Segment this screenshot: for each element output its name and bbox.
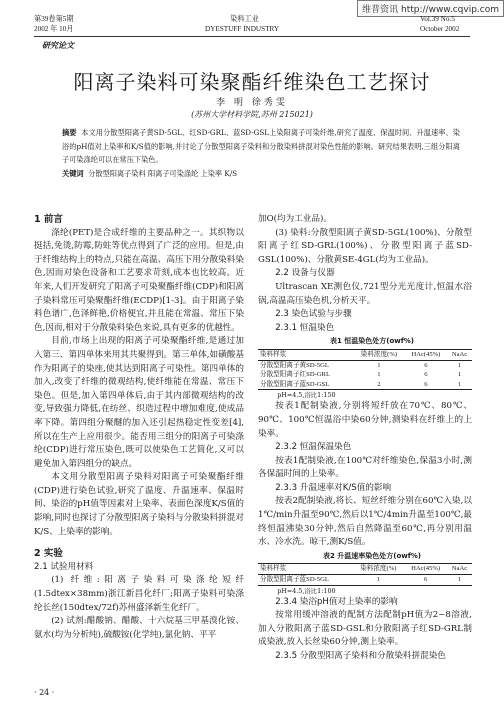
paragraph: (1) 纤维:阳离子染料可染涤纶短纤(1.5dtex×38mm)浙江新昌化纤厂;阳离子染料可染涤纶长丝(150dtex/72f)苏州盛泽新生化纤厂。	[34, 575, 244, 613]
paragraph: 按表1配制染液,分别将短纤放在70℃、80℃、90℃、100℃恒温浴中染60分钟,测染料在纤维上的上染率。	[258, 401, 472, 439]
table-header-cell: 染料浓度(%)	[360, 350, 398, 358]
abstract-label: 摘要	[62, 128, 77, 137]
paragraph: 按表1配制染液,在100℃对纤维染色,保温3小时,测各保温时间的上染率。	[258, 455, 472, 480]
table-note: pH=4.5,浴比1:150	[277, 391, 336, 400]
subsection-heading: 2.1 试验用材料	[34, 561, 94, 572]
left-column	[34, 213, 244, 642]
data-table	[258, 349, 472, 390]
header-date-cn: 2002 年 10月	[34, 25, 74, 33]
table-cell: 1	[377, 361, 381, 369]
table-header-cell: 染料样浆	[260, 565, 287, 573]
header-volume-en: Vol.39 No.5	[420, 15, 455, 23]
page-number: · 24 ·	[34, 688, 55, 697]
table-header-cell: 染料浓度(%)	[360, 565, 397, 573]
subsection-heading: 2.3.5 分散型阳离子染料和分散染料拼混染色	[275, 651, 446, 661]
table-caption: 表1 恒温染色处方(owf%)	[329, 337, 415, 346]
subsection-heading: 2.3 染色试验与步骤	[275, 309, 352, 320]
table-cell: 1	[376, 576, 380, 584]
table-cell: 分散型阳离子蓝SD-5GL	[260, 576, 329, 584]
header-rule	[34, 36, 470, 37]
table-header-cell: NaAc	[451, 350, 468, 358]
data-table	[258, 563, 472, 585]
subsection-heading: 2.3.2 恒温保温染色	[275, 442, 352, 453]
table-row	[258, 380, 472, 390]
affiliation: (苏州大学材料学院,苏州 215021)	[191, 110, 313, 119]
keywords-label: 关键词	[62, 168, 84, 178]
table-header-cell: NaAc	[451, 565, 468, 573]
paragraph: 按常用缓冲溶液的配制方法配制pH值为2~8溶液,加入分散阳离子蓝SD-GSL和分散阳离子红SD-GRL制成染液,放入长丝染60分钟,测上染率。	[258, 610, 472, 648]
table-cell: 1	[457, 576, 462, 584]
table-cell: 6	[424, 361, 428, 369]
table-cell: 分散型阳离子蓝SD-GSL	[260, 380, 330, 388]
paragraph: Ultrascan XE测色仪,721型分光光度计,恒温水浴锅,高温高压染色机,分析天平。	[258, 281, 472, 306]
right-column	[258, 213, 472, 664]
subsection-heading: 2.3.1 恒温染色	[275, 322, 335, 333]
article-title: 阳离子染料可染聚酯纤维染色工艺探讨	[73, 70, 431, 94]
table-header-cell: HAc(45%)	[411, 565, 441, 573]
table-cell: 1	[377, 371, 381, 379]
table-cell: 2	[377, 380, 381, 388]
table-cell: 1	[457, 361, 462, 369]
paragraph: 本文用分散型阳离子染料对阳离子可染聚酯纤维(CDP)进行染色试验,研究了温度、升温速率、保温时间、染浴的pH值等因素对上染率、表面色深度K/S值的影响,同时也探讨了分散型阳离子染料与分散染料拼混对K/S、上染率的影响。	[34, 472, 244, 537]
table-header-cell: HAc(45%)	[411, 350, 441, 358]
table-caption: 表2 升温速率染色处方(owf%)	[322, 551, 422, 560]
header-journal-cn: 染料工业	[230, 15, 259, 23]
table-header-cell: 染料样浆	[260, 350, 287, 358]
section-heading-intro: 1 前言	[34, 214, 63, 225]
paragraph: 按表2配制染液,将长、短丝纤维分别在60℃入染,以1℃/min升温至90℃,然后以1℃/4min升温至100℃,最终恒温沸染30分钟,然后自然降温至60℃,再分别用温水、冷水洗。晾干,测K/S值。	[258, 496, 472, 548]
paragraph: 目前,市场上出现的阳离子可染聚酯纤维,是通过加入第三、第四单体来用其共聚得到。第三单体,如磺酸基作为阳离子的染座,使其达到阳离子可染性。第四单体的加入,改变了纤维的微观结构,使纤维能在常温、常压下染色。但是,加入第四单体后,由于其内部微观结构的改变,导致强力降低,在纺丝、织造过程中增加难度,使成品率下降。第四组分聚醚的加入还引起热稳定性变差[4],所以在生产上应用很少。能否用三组分的阳离子可染涤纶(CDP)进行常压染色,既可以使染色工艺简化,又可以避免加入第四组分的缺点。	[34, 336, 244, 469]
abstract-block	[62, 126, 460, 180]
subsection-heading: 2.3.4 染浴pH值对上染率的影响	[275, 596, 398, 607]
header-volume-cn: 第39卷第5期	[34, 15, 74, 23]
table-cell: 1	[457, 380, 462, 388]
table-cell: 6	[423, 576, 428, 584]
table-row	[258, 360, 472, 370]
subsection-heading: 2.3.3 升温速率对K/S值的影响	[275, 482, 392, 493]
paragraph: 加O(均为工业品)。	[258, 214, 332, 224]
table-cell: 6	[424, 371, 428, 379]
authors: 李 明 徐秀雯	[216, 98, 288, 108]
table-row	[258, 575, 472, 586]
table-cell: 1	[457, 371, 462, 379]
abstract-text: 本文用分散型阳离子黄SD-5GL、红SD-GRL、蓝SD-GSL上染阳离子可染纤维,研究了温度、保温时间、升温速率、染浴的pH值对上染率和K/S值的影响,并讨论了分散型阳离子染料和分散染料拼混对染色性能的影响。研究结果表明,三组分阳离子可染涤纶可以在常压下染色。	[62, 128, 460, 165]
subsection-heading: 2.2 设备与仪器	[275, 268, 335, 279]
table-row	[258, 370, 472, 380]
section-heading-experiment: 2 实验	[34, 548, 63, 560]
keywords-text: 分散型阳离子染料 阳离子可染涤纶 上染率 K/S	[88, 168, 238, 178]
paragraph: (3) 染料:分散型阳离子黄SD-5GL(100%)、分散型阳离子红SD-GRL(100%)、分散型阳离子蓝SD-GSL(100%)、分散黄SE-4GL(均为工业品)。	[258, 227, 472, 265]
paragraph: (2) 试剂:醋酸钠、醋酸、十六烷基三甲基溴化铵、氨水(均为分析纯),硫酸铵(化学纯),氯化钠、平平	[34, 616, 244, 640]
watermark-label: 维普资讯 http://www.cqvip.com	[357, 0, 504, 17]
header-journal-en: DYESTUFF INDUSTRY	[205, 25, 280, 33]
table-note: pH=4.5,浴比1:100	[277, 586, 336, 595]
table-cell: 分散型阳离子黄SD-5GL	[260, 361, 329, 369]
header-date-en: October 2002	[420, 25, 460, 33]
section-label: 研究论文	[42, 40, 74, 50]
table-cell: 6	[424, 380, 428, 388]
paragraph: 涤纶(PET)是合成纤维的主要品种之一。其织物以挺括,免烫,防霉,防蛀等优点得到了广泛的应用。但是,由于纤维结构上的特点,只能在高温、高压下用分散染料染色,因而对染色设备和工艺要求苛刻,成本也比较高。近年来,人们开发研究了阳离子可染聚酯纤维(CDP)和阳离子染料常压可染聚酯纤维(ECDP)[1-3]。由于阳离子染料色谱广,色泽鲜艳,价格便宜,并且能在常温、常压下染色,因而,相对于分散染料染色来说,具有更多的优越性。	[34, 227, 244, 333]
table-cell: 分散型阳离子红SD-GRL	[260, 371, 330, 379]
